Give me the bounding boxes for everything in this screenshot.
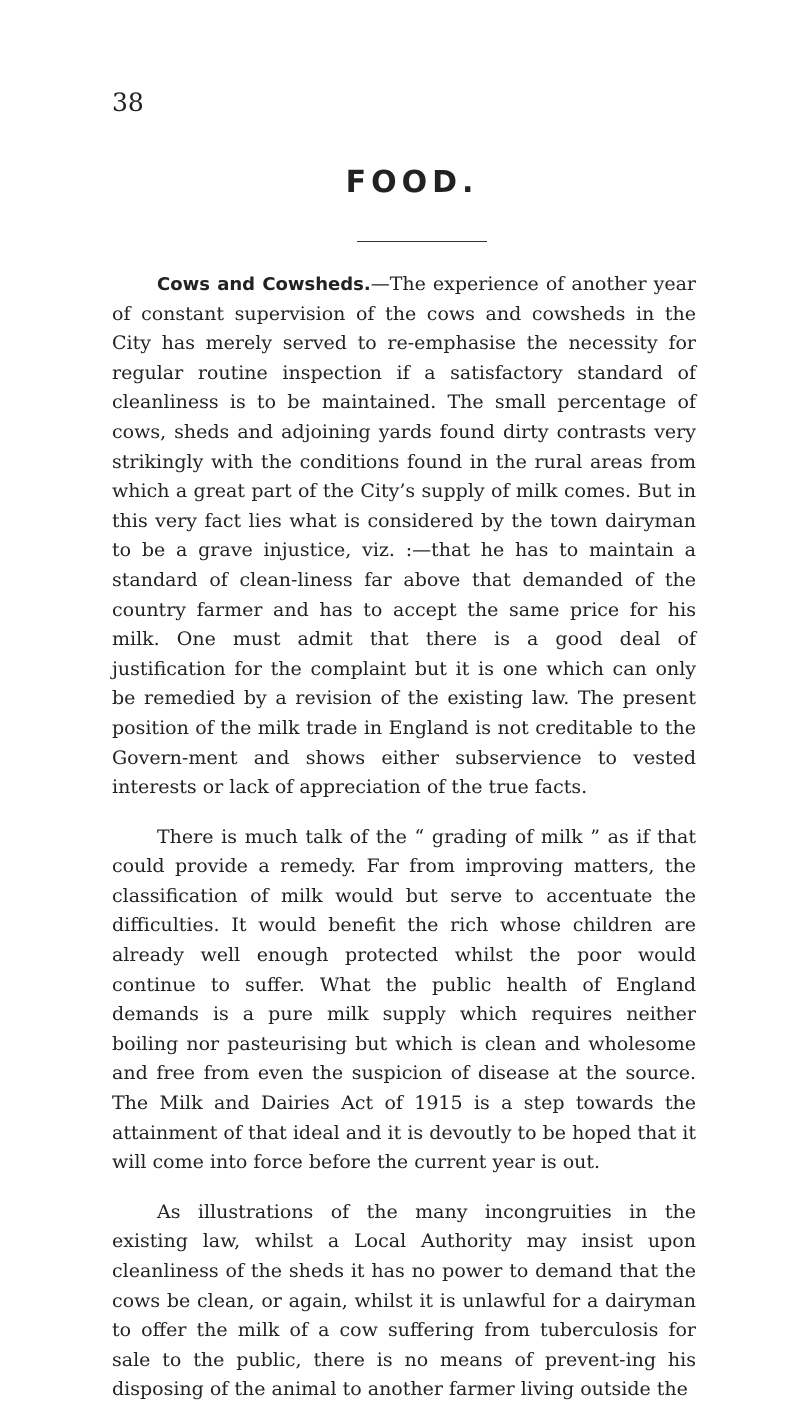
body-text [112,270,696,1425]
paragraph-text: —The experience of another year of constant supervision of the cows and cowsheds in the City has merely served to re-emphasise the necessity for regular routine inspection if a satisfactory standard of cleanliness is to be maintained. The small percentage of cows, sheds and adjoining yards found dirty contrasts very strikingly with the conditions found in the rural areas from which a great part of the City’s supply of milk comes. But in this very fact lies what is considered by the town dairyman to be a grave injustice, viz. :—that he has to maintain a standard of clean-liness far above that demanded of the country farmer and has to accept the same price for his milk. One must admit that there is a good deal of justification for the complaint but it is one which can only be remedied by a revision of the existing law. The present position of the milk trade in England is not creditable to the Govern-ment and shows either subservience to vested interests or lack of appreciation of the true facts. [112,273,696,799]
paragraph-cows-and-cowsheds [112,270,696,803]
section-title: FOOD. [345,165,479,200]
run-in-heading: Cows and Cowsheds. [157,274,371,295]
paragraph-grading-of-milk: There is much talk of the “ grading of milk ” as if that could provide a remedy. Far from improving matters, the classification of milk would but serve to accentuate the difficulties. It would benefit the rich whose children are already well enough protected whilst the poor would continue to suffer. What the public health of England demands is a pure milk supply which requires neither boiling nor pasteurising but which is clean and wholesome and free from even the suspicion of disease at the source. The Milk and Dairies Act of 1915 is a step towards the attainment of that ideal and it is devoutly to be hoped that it will come into force before the current year is out. [112,825,696,1174]
page-number: 38 [112,88,144,117]
title-divider [357,241,487,242]
paragraph-incongruities: As illustrations of the many incongruities in the existing law, whilst a Local Authority may insist upon cleanliness of the sheds it has no power to demand that the cows be clean, or again, whilst it is unlawful for a dairyman to offer the milk of a cow suffering from tuberculosis for sale to the public, there is no means of prevent-ing his disposing of the animal to another farmer living outside the [112,1200,696,1401]
